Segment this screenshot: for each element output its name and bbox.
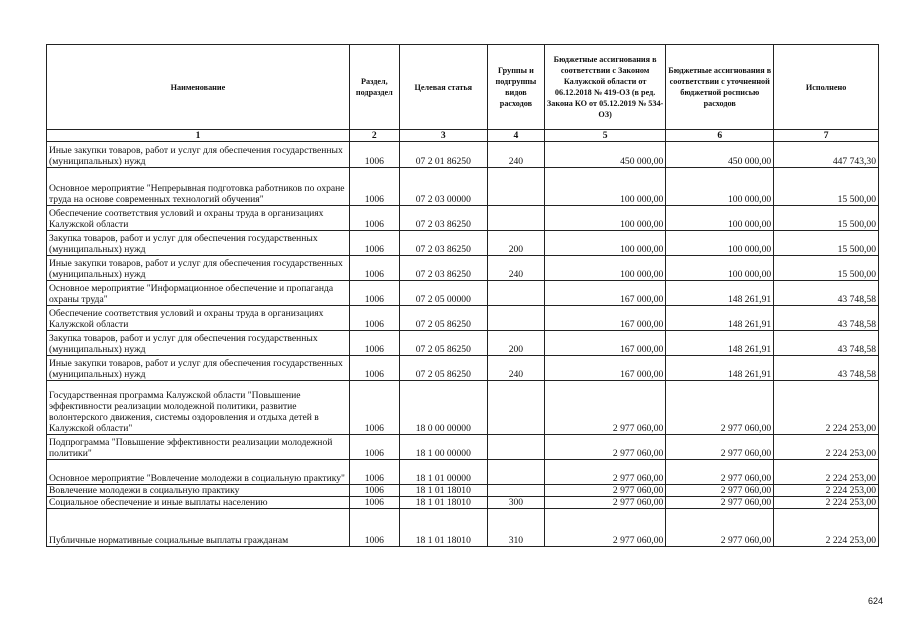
row-expense-group: 240: [487, 142, 544, 168]
row-expense-group: 300: [487, 497, 544, 509]
row-target-article: 07 2 03 86250: [399, 206, 487, 231]
row-target-article: 18 1 01 18010: [399, 497, 487, 509]
table-row: [47, 460, 879, 485]
row-name: Основное мероприятие "Информационное обеспечение и пропаганда охраны труда": [47, 281, 350, 306]
table-row: [47, 231, 879, 256]
row-expense-group: 240: [487, 356, 544, 381]
table-row: [47, 256, 879, 281]
row-target-article: 07 2 03 00000: [399, 168, 487, 206]
column-number: 7: [774, 130, 879, 142]
row-name: Основное мероприятие "Непрерывная подготовка работников по охране труда на основе современных технологий обучения": [47, 168, 350, 206]
column-number: 5: [544, 130, 665, 142]
row-executed-amount: 15 500,00: [774, 256, 879, 281]
row-target-article: 07 2 05 86250: [399, 306, 487, 331]
row-name: Социальное обеспечение и иные выплаты населению: [47, 497, 350, 509]
row-executed-amount: 2 224 253,00: [774, 435, 879, 460]
row-roster-amount: 450 000,00: [666, 142, 774, 168]
row-target-article: 18 1 01 18010: [399, 485, 487, 497]
row-law-amount: 2 977 060,00: [544, 435, 665, 460]
row-executed-amount: 2 224 253,00: [774, 497, 879, 509]
table-row: [47, 306, 879, 331]
row-section: 1006: [349, 256, 399, 281]
row-section: 1006: [349, 435, 399, 460]
row-name: Закупка товаров, работ и услуг для обеспечения государственных (муниципальных) нужд: [47, 231, 350, 256]
row-roster-amount: 2 977 060,00: [666, 497, 774, 509]
row-target-article: 07 2 05 86250: [399, 356, 487, 381]
row-section: 1006: [349, 497, 399, 509]
table-row: [47, 142, 879, 168]
row-name: Закупка товаров, работ и услуг для обеспечения государственных (муниципальных) нужд: [47, 331, 350, 356]
row-name: Вовлечение молодежи в социальную практику: [47, 485, 350, 497]
row-target-article: 18 0 00 00000: [399, 381, 487, 435]
row-law-amount: 167 000,00: [544, 356, 665, 381]
row-roster-amount: 148 261,91: [666, 331, 774, 356]
row-expense-group: [487, 168, 544, 206]
row-executed-amount: 2 224 253,00: [774, 460, 879, 485]
row-executed-amount: 15 500,00: [774, 206, 879, 231]
row-roster-amount: 100 000,00: [666, 231, 774, 256]
row-section: 1006: [349, 306, 399, 331]
row-expense-group: 200: [487, 231, 544, 256]
row-section: 1006: [349, 168, 399, 206]
row-law-amount: 2 977 060,00: [544, 509, 665, 547]
table-header-row: [47, 45, 879, 130]
row-section: 1006: [349, 356, 399, 381]
row-law-amount: 2 977 060,00: [544, 381, 665, 435]
row-name: Обеспечение соответствия условий и охраны труда в организациях Калужской области: [47, 306, 350, 331]
row-roster-amount: 148 261,91: [666, 281, 774, 306]
row-section: 1006: [349, 485, 399, 497]
row-law-amount: 2 977 060,00: [544, 460, 665, 485]
row-roster-amount: 2 977 060,00: [666, 381, 774, 435]
row-roster-amount: 2 977 060,00: [666, 435, 774, 460]
row-roster-amount: 2 977 060,00: [666, 460, 774, 485]
header-roster-appropriations: Бюджетные ассигнования в соответствии с уточненной бюджетной росписью расходов: [666, 45, 774, 130]
header-section: Раздел, подраздел: [349, 45, 399, 130]
row-law-amount: 167 000,00: [544, 306, 665, 331]
table-row: [47, 509, 879, 547]
table-row: [47, 356, 879, 381]
row-expense-group: [487, 435, 544, 460]
row-name: Обеспечение соответствия условий и охраны труда в организациях Калужской области: [47, 206, 350, 231]
row-target-article: 07 2 05 00000: [399, 281, 487, 306]
row-target-article: 18 1 01 18010: [399, 509, 487, 547]
table-row: [47, 485, 879, 497]
row-executed-amount: 2 224 253,00: [774, 485, 879, 497]
table-row: [47, 206, 879, 231]
table-row: [47, 381, 879, 435]
row-law-amount: 167 000,00: [544, 331, 665, 356]
row-expense-group: 310: [487, 509, 544, 547]
row-executed-amount: 447 743,30: [774, 142, 879, 168]
row-expense-group: [487, 306, 544, 331]
row-target-article: 07 2 01 86250: [399, 142, 487, 168]
table-body: [47, 142, 879, 547]
header-expense-groups: Группы и подгруппы видов расходов: [487, 45, 544, 130]
table-row: [47, 331, 879, 356]
row-roster-amount: 2 977 060,00: [666, 485, 774, 497]
row-roster-amount: 148 261,91: [666, 356, 774, 381]
row-expense-group: [487, 281, 544, 306]
row-target-article: 07 2 05 86250: [399, 331, 487, 356]
header-law-appropriations: Бюджетные ассигнования в соответствии с Законом Калужской области от 06.12.2018 № 419-ОЗ (в ред. Закона КО от 05.12.2019 № 534-ОЗ): [544, 45, 665, 130]
row-name: Иные закупки товаров, работ и услуг для обеспечения государственных (муниципальных) нужд: [47, 256, 350, 281]
column-number: 3: [399, 130, 487, 142]
row-roster-amount: 2 977 060,00: [666, 509, 774, 547]
row-section: 1006: [349, 281, 399, 306]
row-roster-amount: 148 261,91: [666, 306, 774, 331]
column-number: 2: [349, 130, 399, 142]
row-name: Иные закупки товаров, работ и услуг для обеспечения государственных (муниципальных) нужд: [47, 356, 350, 381]
row-executed-amount: 43 748,58: [774, 306, 879, 331]
row-name: Государственная программа Калужской области "Повышение эффективности реализации молодежной политики, развитие волонтерского движения, системы оздоровления и отдыха детей в Калужской области": [47, 381, 350, 435]
row-executed-amount: 2 224 253,00: [774, 509, 879, 547]
row-law-amount: 2 977 060,00: [544, 485, 665, 497]
row-target-article: 07 2 03 86250: [399, 231, 487, 256]
row-expense-group: [487, 206, 544, 231]
row-section: 1006: [349, 331, 399, 356]
row-expense-group: [487, 460, 544, 485]
row-section: 1006: [349, 381, 399, 435]
header-executed: Исполнено: [774, 45, 879, 130]
row-executed-amount: 2 224 253,00: [774, 381, 879, 435]
page-number: 624: [867, 596, 883, 606]
row-expense-group: [487, 485, 544, 497]
row-law-amount: 100 000,00: [544, 168, 665, 206]
header-name: Наименование: [47, 45, 350, 130]
table-row: [47, 435, 879, 460]
row-executed-amount: 43 748,58: [774, 356, 879, 381]
row-law-amount: 2 977 060,00: [544, 497, 665, 509]
row-name: Подпрограмма "Повышение эффективности реализации молодежной политики": [47, 435, 350, 460]
table-row: [47, 168, 879, 206]
row-section: 1006: [349, 231, 399, 256]
row-section: 1006: [349, 460, 399, 485]
row-law-amount: 100 000,00: [544, 231, 665, 256]
row-law-amount: 450 000,00: [544, 142, 665, 168]
table-row: [47, 281, 879, 306]
column-number: 4: [487, 130, 544, 142]
row-section: 1006: [349, 142, 399, 168]
row-expense-group: 240: [487, 256, 544, 281]
header-target-article: Целевая статья: [399, 45, 487, 130]
row-name: Основное мероприятие "Вовлечение молодежи в социальную практику": [47, 460, 350, 485]
column-number: 1: [47, 130, 350, 142]
row-law-amount: 100 000,00: [544, 206, 665, 231]
column-number-row: [47, 130, 879, 142]
table-row: [47, 497, 879, 509]
row-roster-amount: 100 000,00: [666, 206, 774, 231]
row-name: Иные закупки товаров, работ и услуг для обеспечения государственных (муниципальных) нужд: [47, 142, 350, 168]
row-target-article: 18 1 00 00000: [399, 435, 487, 460]
row-section: 1006: [349, 509, 399, 547]
row-expense-group: [487, 381, 544, 435]
budget-table: [46, 44, 879, 547]
row-name: Публичные нормативные социальные выплаты гражданам: [47, 509, 350, 547]
row-executed-amount: 43 748,58: [774, 331, 879, 356]
row-executed-amount: 15 500,00: [774, 231, 879, 256]
row-executed-amount: 15 500,00: [774, 168, 879, 206]
row-law-amount: 100 000,00: [544, 256, 665, 281]
column-number: 6: [666, 130, 774, 142]
row-executed-amount: 43 748,58: [774, 281, 879, 306]
row-target-article: 18 1 01 00000: [399, 460, 487, 485]
row-target-article: 07 2 03 86250: [399, 256, 487, 281]
row-expense-group: 200: [487, 331, 544, 356]
row-roster-amount: 100 000,00: [666, 256, 774, 281]
row-section: 1006: [349, 206, 399, 231]
row-law-amount: 167 000,00: [544, 281, 665, 306]
row-roster-amount: 100 000,00: [666, 168, 774, 206]
